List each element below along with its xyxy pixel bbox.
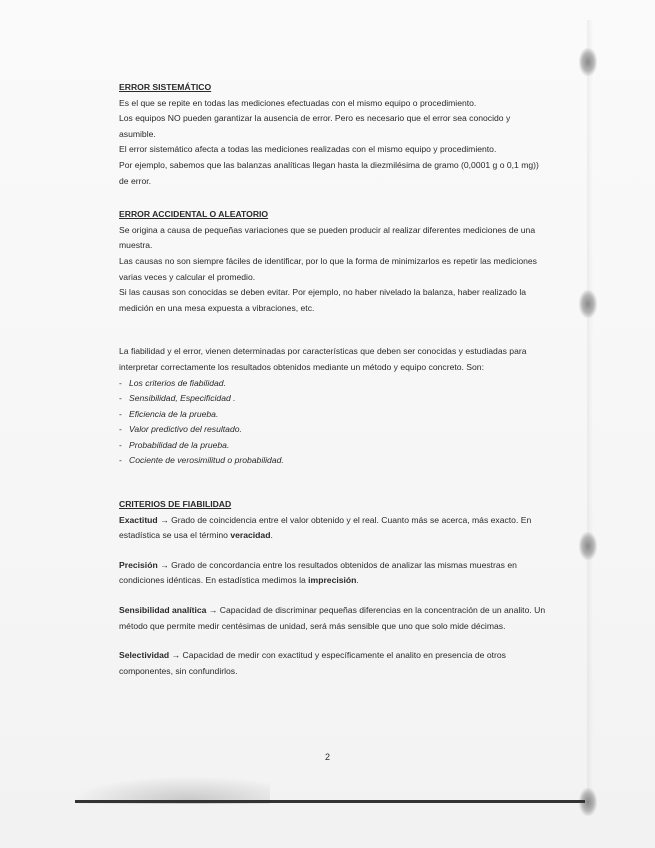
binder-hole-mark <box>579 48 597 76</box>
page-bottom-edge <box>75 800 585 803</box>
criterion-end: . <box>270 530 273 541</box>
criterion-term: Exactitud <box>119 514 158 525</box>
page-edge-shadow <box>587 20 593 810</box>
criterion-selectividad <box>119 648 549 679</box>
criterion-term: Sensibilidad analítica <box>119 605 207 616</box>
criterion-end: . <box>356 575 359 586</box>
list-item: - Eficiencia de la prueba. <box>119 407 549 423</box>
paragraph-line: El error sistemático afecta a todas las mediciones realizadas con el mismo equipo y procedimiento. <box>119 144 497 155</box>
paragraph-line: Es el que se repite en todas las mediciones efectuadas con el mismo equipo o procedimiento. <box>119 97 477 108</box>
list-item: - Sensibilidad, Especificidad . <box>119 391 549 407</box>
section-criterios-fiabilidad <box>119 497 549 679</box>
arrow-glyph: → <box>171 650 181 661</box>
document-body <box>119 80 549 679</box>
paragraph-line: Se origina a causa de pequeñas variaciones que se pueden producir al realizar diferentes mediciones de una muestra. <box>119 224 536 251</box>
arrow-glyph: → <box>160 559 169 570</box>
criterion-text: Capacidad de medir con exactitud y específicamente el analito en presencia de otros componentes, sin confundirlos. <box>119 650 506 676</box>
page-number: 2 <box>324 752 330 762</box>
paragraph-line: Si las causas son conocidas se deben evitar. Por ejemplo, no haber nivelado la balanza, haber realizado la medición en una mesa expuesta a vibraciones, etc. <box>119 287 527 313</box>
criterion-term: Selectividad <box>119 650 170 661</box>
criterion-text: Capacidad de discriminar pequeñas diferencias en la concentración de un analito. Un método que permite medir centésimas de unidad, será más sensible que uno que solo mide décimas. <box>119 605 546 631</box>
arrow-glyph: → <box>160 514 169 525</box>
arrow-glyph: → <box>208 605 218 616</box>
paragraph-line: Los equipos NO pueden garantizar la ausencia de error. Pero es necesario que el error sea conocido y asumible. <box>119 113 511 139</box>
section-error-accidental <box>119 207 549 316</box>
list-item: - Valor predictivo del resultado. <box>119 422 549 438</box>
criterion-text: Grado de concordancia entre los resultados obtenidos de analizar las mismas muestras en condiciones idénticas. En estadística medimos la <box>119 559 517 586</box>
section-heading: ERROR ACCIDENTAL O ALEATORIO <box>119 209 269 220</box>
criterion-exactitud <box>119 513 549 544</box>
list-item: - Probabilidad de la prueba. <box>119 438 549 454</box>
characteristics-list <box>119 376 549 470</box>
criterion-text: Grado de coincidencia entre el valor obtenido y el real. Cuanto más se acerca, más exacto. En estadística se usa el término <box>119 514 532 541</box>
list-item: - Los criterios de fiabilidad. <box>119 376 549 392</box>
criterion-keyword: veracidad <box>230 530 271 541</box>
list-item: - Cociente de verosimilitud o probabilidad. <box>119 453 549 469</box>
criterion-term: Precisión <box>119 559 158 570</box>
paragraph-line: Por ejemplo, sabemos que las balanzas analíticas llegan hasta la diezmilésima de gramo (0,0001 g o 0,1 mg)) de error. <box>119 159 539 186</box>
criterion-keyword: imprecisión <box>308 575 357 586</box>
intro-paragraph: La fiabilidad y el error, vienen determinadas por características que deben ser conocidas y estudiadas para interpretar correctamente los resultados obtenidos mediante un método y equipo concreto. Son: <box>119 346 527 372</box>
binder-hole-mark <box>579 290 597 318</box>
criterion-sensibilidad <box>119 603 549 634</box>
section-heading: CRITERIOS DE FIABILIDAD <box>119 499 232 510</box>
section-error-sistematico <box>119 80 549 189</box>
binder-hole-mark <box>579 532 597 560</box>
criterion-precision <box>119 558 549 589</box>
paragraph-line: Las causas no son siempre fáciles de identificar, por lo que la forma de minimizarlos es repetir las mediciones varias veces y calcular el promedio. <box>119 255 537 282</box>
section-heading: ERROR SISTEMÁTICO <box>119 82 212 92</box>
section-fiabilidad-intro <box>119 344 549 469</box>
